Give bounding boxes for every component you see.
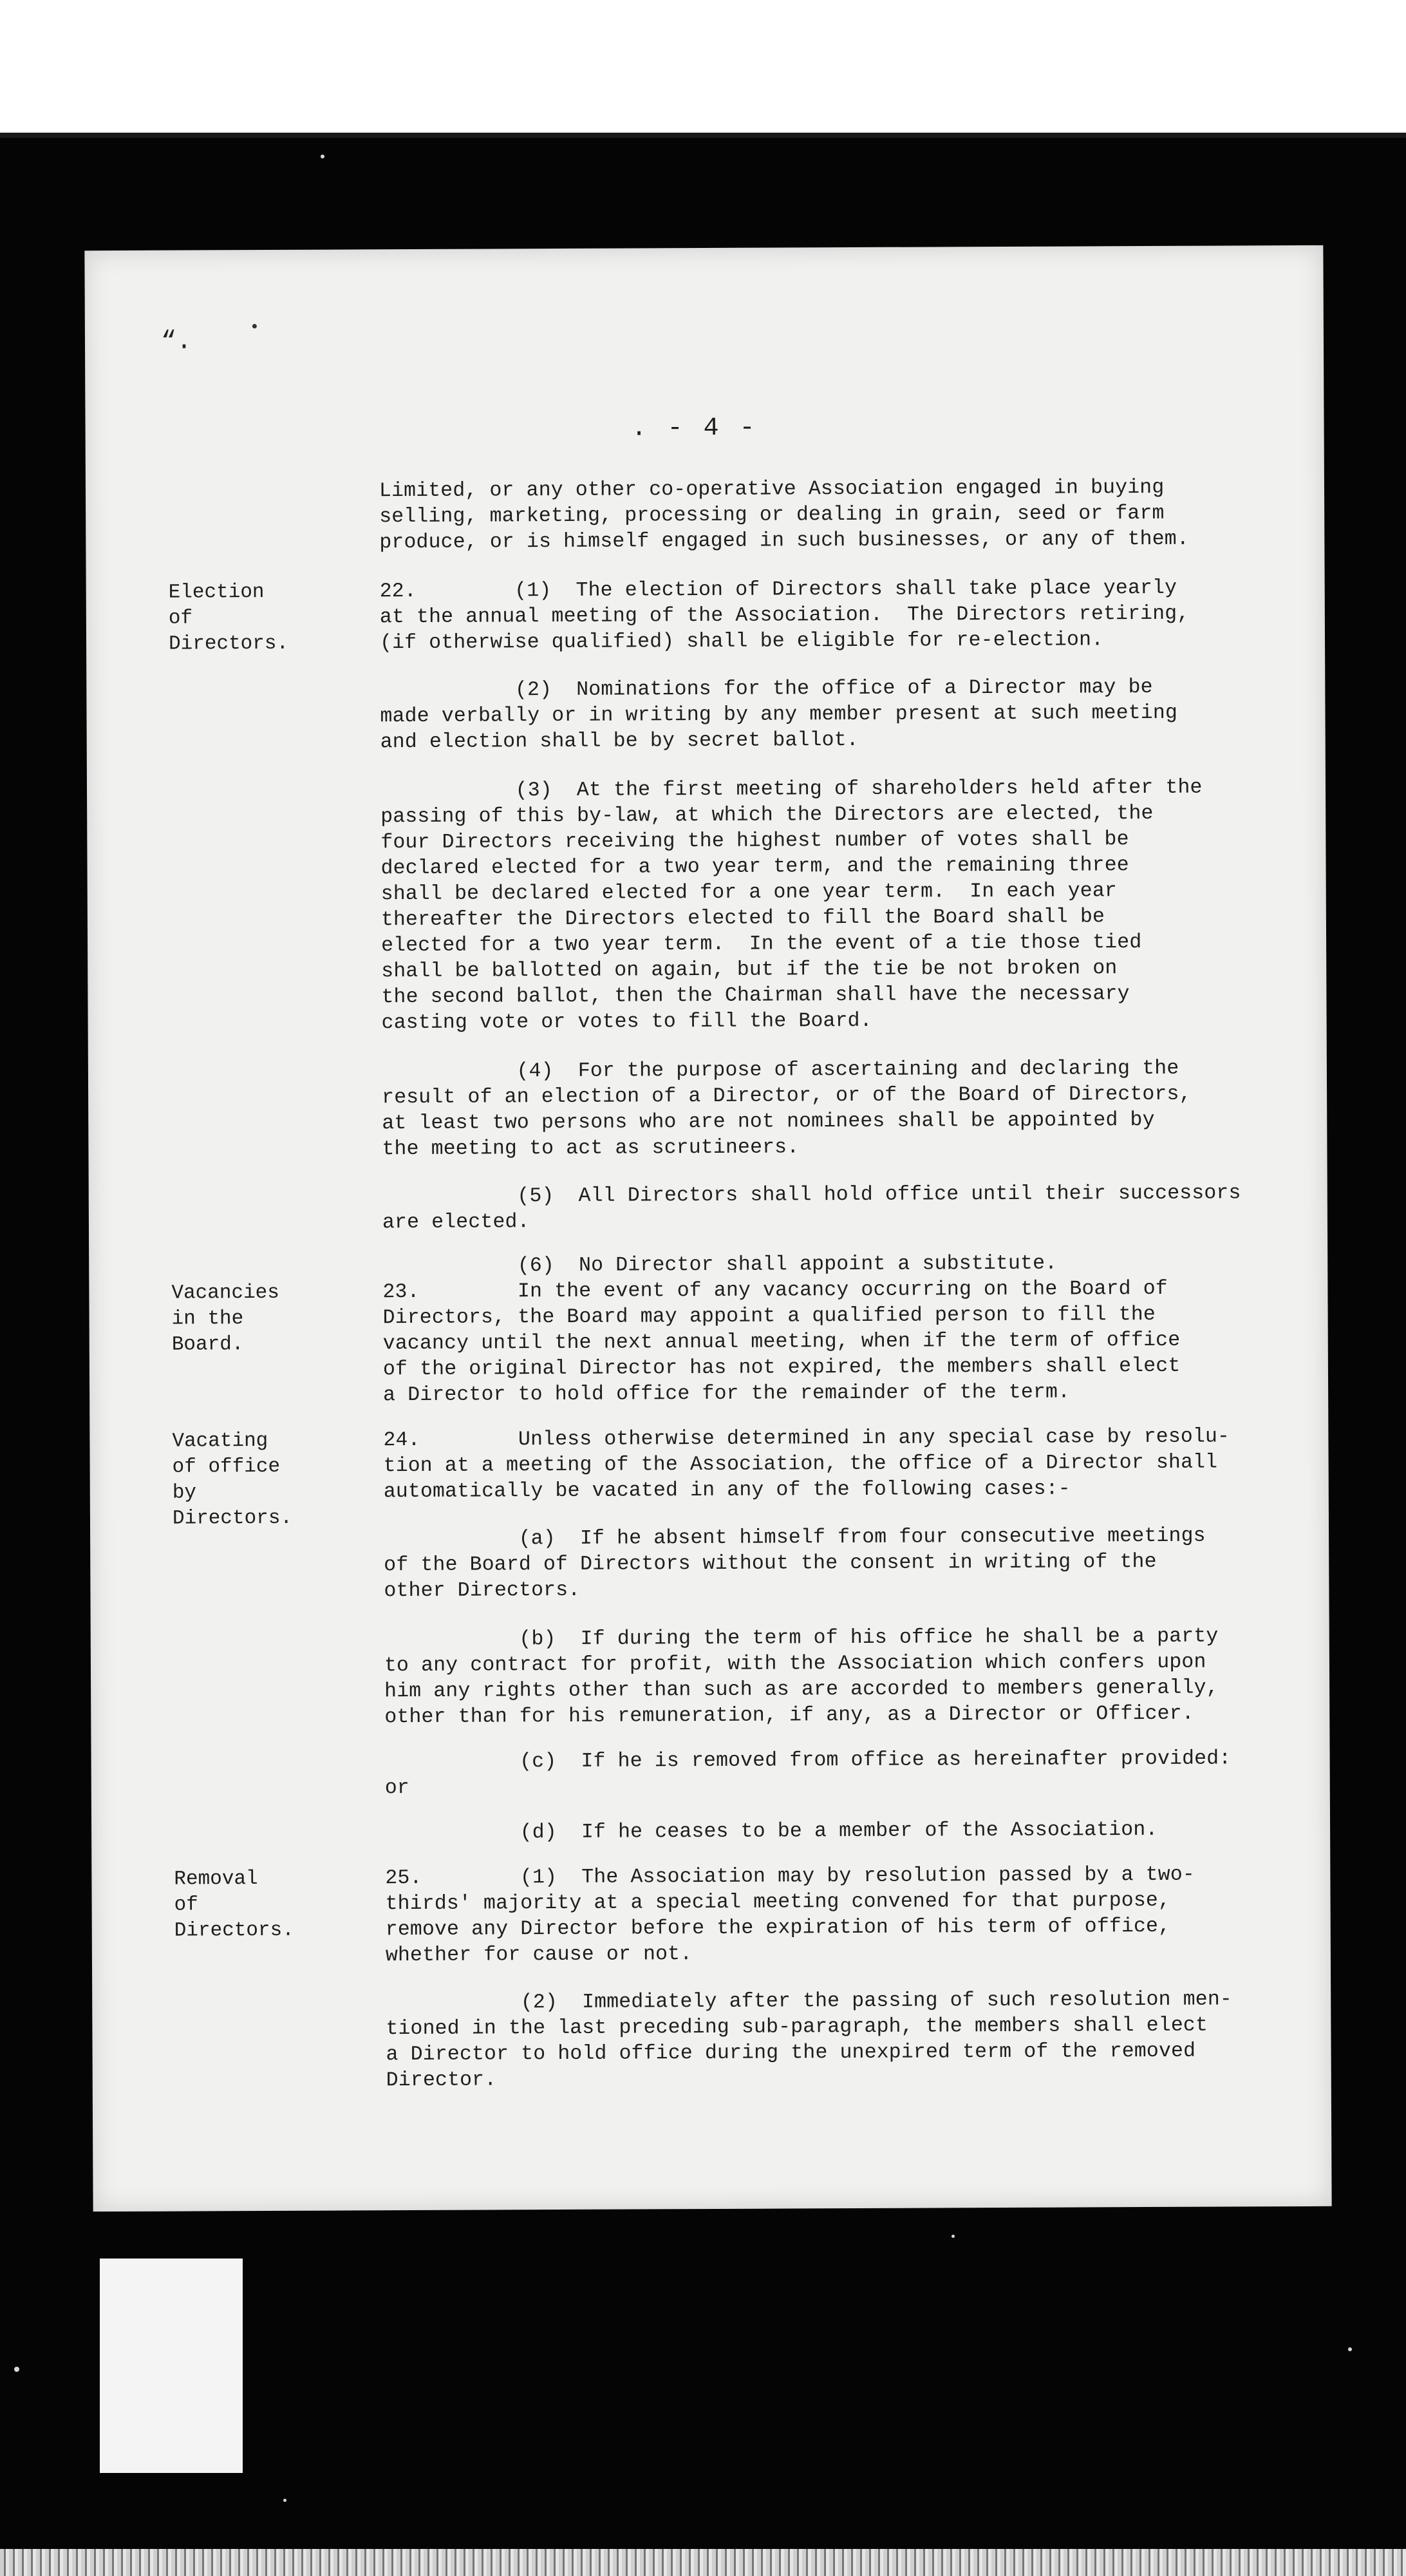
text-line: passing of this by-law, at which the Directors are elected, the [380,802,1154,829]
text-line: (2) Immediately after the passing of such resolution men- [386,1988,1232,2015]
text-line: (if otherwise qualified) shall be eligible for re-election. [379,629,1104,655]
text-line: (b) If during the term of his office he shall be a party [384,1625,1219,1652]
text-line: are elected. [382,1211,530,1235]
text-line: (6) No Director shall appoint a substitute. [382,1252,1058,1278]
text-line: the meeting to act as scrutineers. [382,1136,800,1161]
scanner-edge-line [0,133,1406,138]
text-line: 25. (1) The Association may by resolution passed by a two- [385,1863,1195,1890]
text-line: a Director to hold office during the unexpired term of the removed [386,2040,1196,2067]
dust-speck [14,2367,19,2372]
text-line: (4) For the purpose of ascertaining and declaring the [381,1057,1179,1084]
text-line: automatically be vacated in any of the following cases:- [383,1477,1071,1504]
text-line: produce, or is himself engaged in such businesses, or any of them. [379,527,1189,554]
text-line: a Director to hold office for the remainder of the term. [383,1381,1071,1407]
dust-speck [321,155,324,158]
dust-speck [283,2499,286,2502]
text-line: elected for a two year term. In the event of a tie those tied [381,931,1142,958]
text-line: other Directors. [384,1578,581,1603]
text-line: 23. In the event of any vacancy occurring on the Board of [382,1277,1168,1304]
text-line: tion at a meeting of the Association, the office of a Director shall [383,1451,1218,1478]
text-line: Limited, or any other co-operative Association engaged in buying [379,476,1165,503]
text-line: four Directors receiving the highest number of votes shall be [380,828,1129,855]
text-line: vacancy until the next annual meeting, when if the term of office [382,1329,1181,1356]
text-line: of the original Director has not expired, the members shall elect [382,1354,1181,1381]
text-line: Director. [386,2069,497,2092]
text-line: shall be declared elected for a one year term. In each year [380,880,1117,906]
text-line: casting vote or votes to fill the Board. [381,1009,872,1035]
dust-speck [951,2235,955,2238]
text-line: (5) All Directors shall hold office until their successors [382,1182,1241,1209]
text-line: the second ballot, then the Chairman shall have the necessary [381,983,1130,1009]
page-number: . - 4 - [631,413,758,444]
margin-note-removal-of-directors: Removal of Directors. [174,1868,294,1942]
dust-speck [1348,2347,1352,2351]
document-page [84,245,1331,2211]
scanner-tab-card [100,2259,243,2473]
smudge-mark: “. [160,327,192,357]
text-line: whether for cause or not. [385,1943,693,1967]
text-line: shall be ballotted on again, but if the tie be not broken on [381,957,1118,983]
margin-note-vacating-of-office: Vacating of office by Directors. [172,1429,293,1530]
text-line: 22. (1) The election of Directors shall take place yearly [379,576,1177,603]
text-line: to any contract for profit, with the Association which confers upon [384,1651,1206,1678]
text-line: at the annual meeting of the Association. The Directors retiring, [379,602,1190,629]
text-line: (3) At the first meeting of shareholders held after the [380,776,1203,803]
text-line: remove any Director before the expiration of his term of office, [385,1915,1171,1942]
text-line: other than for his remuneration, if any, as a Director or Officer. [384,1702,1194,1729]
text-line: selling, marketing, processing or dealing in grain, seed or farm [379,502,1165,529]
text-line: declared elected for a two year term, and the remaining three [380,854,1129,880]
text-line: (2) Nominations for the office of a Director may be [380,676,1153,703]
text-line: (c) If he is removed from office as hereinafter provided: [384,1747,1232,1774]
margin-note-vacancies-in-board: Vacancies in the Board. [171,1281,279,1356]
text-line: (d) If he ceases to be a member of the Association. [385,1818,1158,1845]
margin-note-election-of-directors: Election of Directors. [168,580,289,656]
text-line: (a) If he absent himself from four consecutive meetings [384,1524,1206,1551]
text-line: tioned in the last preceding sub-paragraph, the members shall elect [386,2014,1208,2041]
text-line: thereafter the Directors elected to fill the Board shall be [380,905,1105,932]
text-line: at least two persons who are not nominees shall be appointed by [382,1108,1155,1135]
text-line: or [384,1777,409,1800]
text-line: 24. Unless otherwise determined in any special case by resolu- [383,1425,1230,1452]
text-line: result of an election of a Director, or of the Board of Directors, [382,1083,1192,1110]
text-line: him any rights other than such as are accorded to members generally, [384,1676,1219,1703]
film-edge-strip [0,2549,1406,2576]
scanner-top-band [0,0,1406,135]
text-line: and election shall be by secret ballot. [380,728,859,754]
text-line: made verbally or in writing by any member present at such meeting [380,701,1178,728]
text-line: of the Board of Directors without the consent in writing of the [384,1550,1157,1577]
ink-dot [252,324,257,328]
text-line: Directors, the Board may appoint a qualified person to fill the [382,1303,1156,1330]
text-line: thirds' majority at a special meeting convened for that purpose, [385,1889,1171,1916]
